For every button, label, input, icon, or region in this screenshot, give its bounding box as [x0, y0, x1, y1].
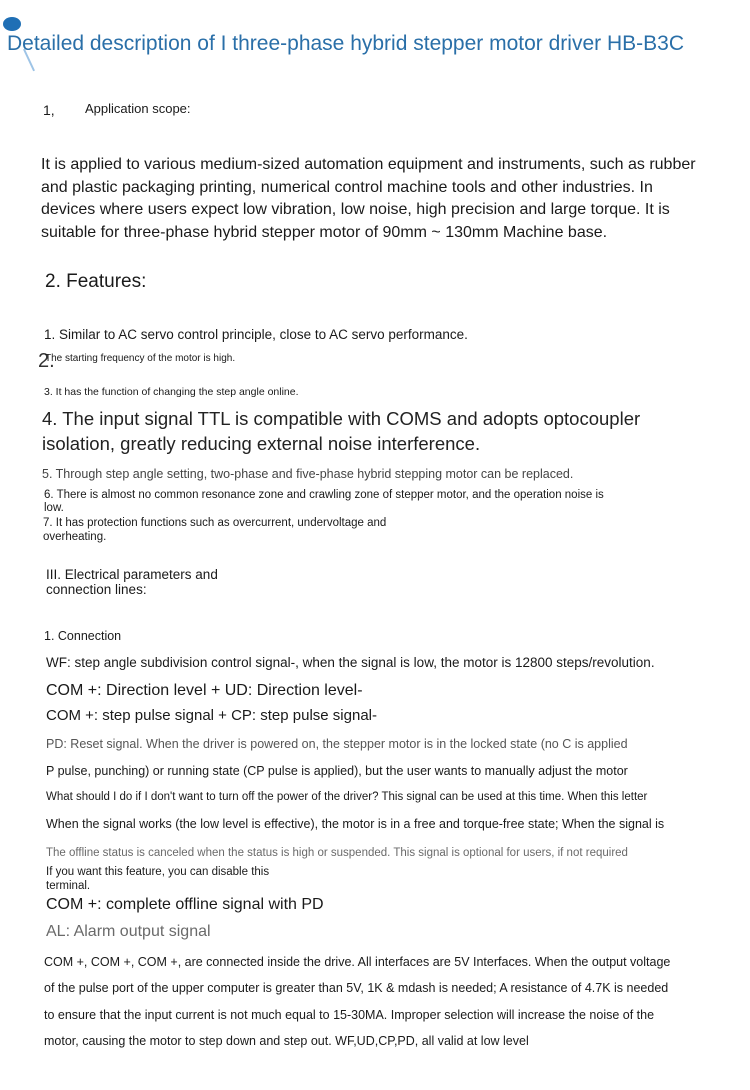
signal-pd-line5: The offline status is canceled when the status is high or suspended. This signal is optional for users, if not required	[46, 847, 628, 859]
final-line-4: motor, causing the motor to step down and step out. WF,UD,CP,PD, all valid at low level	[44, 1034, 529, 1048]
final-line-1: COM +, COM +, COM +, are connected inside the drive. All interfaces are 5V Interfaces. When the output voltage	[44, 955, 671, 969]
signal-wf: WF: step angle subdivision control signal-, when the signal is low, the motor is 12800 steps/revolution.	[46, 655, 655, 670]
section3-heading: III. Electrical parameters and connection lines:	[46, 567, 218, 597]
signal-cp: COM +: step pulse signal + CP: step pulse signal-	[46, 707, 377, 724]
feature-item-5: 5. Through step angle setting, two-phase and five-phase hybrid stepping motor can be replaced.	[42, 467, 574, 481]
section1-heading: Application scope:	[85, 101, 191, 116]
feature-item-4: 4. The input signal TTL is compatible with COMS and adopts optocoupler isolation, greatly reducing external noise interference.	[42, 408, 641, 454]
signal-pd-line1: PD: Reset signal. When the driver is powered on, the stepper motor is in the locked state (no C is applied	[46, 737, 628, 751]
feature-item-7: 7. It has protection functions such as overcurrent, undervoltage and overheating.	[43, 517, 387, 543]
feature-item-6: 6. There is almost no common resonance zone and crawling zone of stepper motor, and the operation noise is low.	[44, 489, 604, 514]
signal-pd-line3: What should I do if I don't want to turn off the power of the driver? This signal can be used at this time. When this letter	[46, 791, 648, 803]
section1-number: 1,	[43, 102, 55, 118]
signal-ud: COM +: Direction level + UD: Direction level-	[46, 682, 363, 699]
connection-heading: 1. Connection	[44, 629, 122, 643]
feature-item-3: 3. It has the function of changing the step angle online.	[44, 386, 299, 398]
final-line-3: to ensure that the input current is not much equal to 15-30MA. Improper selection will increase the noise of the	[44, 1008, 655, 1022]
final-line-2: of the pulse port of the upper computer is greater than 5V, 1K & mdash is needed; A resistance of 4.7K is needed	[44, 981, 669, 995]
feature-item-1: 1. Similar to AC servo control principle, close to AC servo performance.	[44, 327, 468, 342]
signal-pd-line4: When the signal works (the low level is effective), the motor is in a free and torque-free state; When the signal is	[46, 817, 665, 831]
signal-com-pd: COM +: complete offline signal with PD	[46, 896, 324, 913]
logo-mark	[3, 17, 21, 31]
section1-body: It is applied to various medium-sized automation equipment and instruments, such as rubber and plastic packaging printing, numerical control machine tools and other industries. In devices where users expect low vibration, low noise, high precision and large torque. It is suitable for three-phase hybrid stepper motor of 90mm ~ 130mm Machine base.	[41, 156, 696, 241]
feature-item-2: The starting frequency of the motor is high.	[45, 353, 236, 364]
signal-pd-line6: If you want this feature, you can disable this terminal.	[46, 866, 270, 892]
signal-al: AL: Alarm output signal	[46, 923, 211, 940]
signal-pd-line2: P pulse, punching) or running state (CP pulse is applied), but the user wants to manually adjust the motor	[46, 764, 628, 778]
section2-heading: 2. Features:	[45, 271, 147, 292]
page-title: Detailed description of I three-phase hybrid stepper motor driver HB-B3C	[7, 32, 684, 55]
feature-item-2-number: 2.	[38, 350, 55, 372]
